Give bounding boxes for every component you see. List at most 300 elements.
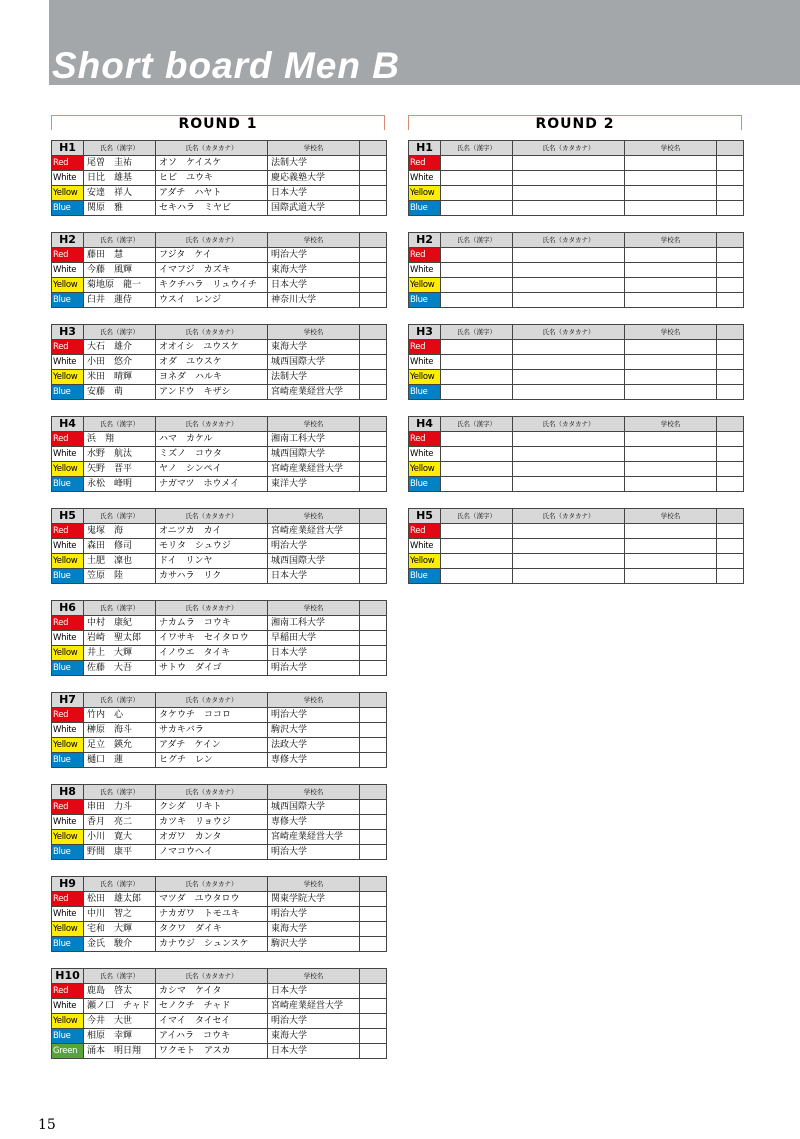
school-name (625, 171, 717, 186)
name-kana: イマフジ カズキ (156, 263, 268, 278)
jersey-color: Red (52, 616, 84, 631)
name-kana: ナカムラ コウキ (156, 616, 268, 631)
col-header-kanji: 氏名（漢字） (84, 509, 156, 524)
col-header-school: 学校名 (625, 141, 717, 156)
col-header-school: 学校名 (268, 693, 360, 708)
result-cell (360, 370, 387, 385)
name-kana: セキハラ ミヤビ (156, 201, 268, 216)
jersey-color: Red (409, 432, 441, 447)
col-header-kanji: 氏名（漢字） (441, 233, 513, 248)
heat-table (51, 692, 387, 768)
result-cell (360, 156, 387, 171)
table-row (52, 892, 387, 907)
table-row (52, 385, 387, 400)
result-cell (360, 892, 387, 907)
heat-header-row (52, 417, 387, 432)
jersey-color: Yellow (52, 922, 84, 937)
name-kana: カシマ ケイタ (156, 984, 268, 999)
table-row (52, 248, 387, 263)
result-cell (360, 524, 387, 539)
col-header-kanji: 氏名（漢字） (84, 877, 156, 892)
col-header-school: 学校名 (625, 325, 717, 340)
table-row (52, 1029, 387, 1044)
col-header-school: 学校名 (268, 601, 360, 616)
jersey-color: White (409, 447, 441, 462)
heat-header-row (409, 233, 744, 248)
table-row (52, 201, 387, 216)
name-kanji (441, 462, 513, 477)
school-name: 城西国際大学 (268, 355, 360, 370)
jersey-color: White (52, 907, 84, 922)
heat-table (408, 508, 744, 584)
school-name (625, 370, 717, 385)
result-cell (360, 800, 387, 815)
col-header-result (717, 417, 744, 432)
heat-name: H9 (52, 877, 84, 892)
table-row (52, 524, 387, 539)
table-row (52, 278, 387, 293)
school-name: 東海大学 (268, 922, 360, 937)
school-name: 日本大学 (268, 646, 360, 661)
name-kanji: 土肥 凜也 (84, 554, 156, 569)
table-row (52, 616, 387, 631)
name-kanji: 佐藤 大吾 (84, 661, 156, 676)
name-kanji: 水野 航汰 (84, 447, 156, 462)
col-header-result (360, 601, 387, 616)
jersey-color: Yellow (52, 278, 84, 293)
result-cell (717, 524, 744, 539)
table-row (409, 554, 744, 569)
table-row (409, 201, 744, 216)
col-header-result (360, 233, 387, 248)
result-cell (360, 708, 387, 723)
name-kana: オガワ カンタ (156, 830, 268, 845)
name-kana (513, 355, 625, 370)
result-cell (717, 263, 744, 278)
heat-table (51, 416, 387, 492)
result-cell (360, 738, 387, 753)
name-kana: サトウ ダイゴ (156, 661, 268, 676)
heat-table (51, 232, 387, 308)
school-name: 専修大学 (268, 815, 360, 830)
school-name: 法政大学 (268, 738, 360, 753)
result-cell (360, 937, 387, 952)
name-kana: サカキバラ (156, 723, 268, 738)
school-name: 城西国際大学 (268, 800, 360, 815)
table-row (409, 447, 744, 462)
col-header-school: 学校名 (268, 325, 360, 340)
jersey-color: Yellow (52, 462, 84, 477)
col-header-kana: 氏名（カタカナ） (513, 141, 625, 156)
jersey-color: Yellow (52, 646, 84, 661)
heat-table (51, 140, 387, 216)
table-row (52, 631, 387, 646)
heat-name: H1 (52, 141, 84, 156)
school-name: 湘南工科大学 (268, 616, 360, 631)
name-kanji: 臼井 蓮侍 (84, 293, 156, 308)
table-row (52, 646, 387, 661)
table-row (409, 569, 744, 584)
name-kana: タケウチ ココロ (156, 708, 268, 723)
school-name (625, 201, 717, 216)
jersey-color: Red (52, 432, 84, 447)
heat-table (408, 416, 744, 492)
name-kana: カナウジ シュンスケ (156, 937, 268, 952)
col-header-result (360, 785, 387, 800)
name-kanji: 日比 雄基 (84, 171, 156, 186)
name-kana: ヨネダ ハルキ (156, 370, 268, 385)
col-header-result (360, 325, 387, 340)
heat-header-row (52, 509, 387, 524)
col-header-kana: 氏名（カタカナ） (156, 141, 268, 156)
name-kanji: 尾曽 圭祐 (84, 156, 156, 171)
col-header-kanji: 氏名（漢字） (84, 693, 156, 708)
name-kanji: 矢野 晋平 (84, 462, 156, 477)
result-cell (360, 171, 387, 186)
col-header-school: 学校名 (625, 417, 717, 432)
heat-table (51, 876, 387, 952)
name-kanji: 森田 修司 (84, 539, 156, 554)
name-kana (513, 171, 625, 186)
jersey-color: White (409, 355, 441, 370)
jersey-color: Yellow (409, 186, 441, 201)
table-row (52, 554, 387, 569)
col-header-school: 学校名 (268, 233, 360, 248)
school-name: 国際武道大学 (268, 201, 360, 216)
jersey-color: Red (409, 248, 441, 263)
jersey-color: Red (52, 340, 84, 355)
col-header-kana: 氏名（カタカナ） (156, 877, 268, 892)
table-row (52, 477, 387, 492)
col-header-school: 学校名 (268, 969, 360, 984)
name-kana: オソ ケイスケ (156, 156, 268, 171)
col-header-result (717, 509, 744, 524)
col-header-result (717, 141, 744, 156)
name-kanji: 今井 大世 (84, 1014, 156, 1029)
name-kana: ヤノ シンペイ (156, 462, 268, 477)
col-header-school: 学校名 (268, 141, 360, 156)
jersey-color: Red (52, 800, 84, 815)
table-row (409, 524, 744, 539)
jersey-color: Red (52, 708, 84, 723)
name-kana: ミズノ コウタ (156, 447, 268, 462)
result-cell (717, 201, 744, 216)
result-cell (360, 385, 387, 400)
jersey-color: Blue (409, 385, 441, 400)
result-cell (360, 753, 387, 768)
col-header-kana: 氏名（カタカナ） (513, 509, 625, 524)
school-name: 慶応義塾大学 (268, 171, 360, 186)
heat-table (51, 508, 387, 584)
name-kana: キクチハラ リュウイチ (156, 278, 268, 293)
jersey-color: Blue (52, 937, 84, 952)
table-row (52, 661, 387, 676)
col-header-kanji: 氏名（漢字） (441, 141, 513, 156)
col-header-kanji: 氏名（漢字） (441, 325, 513, 340)
table-row (409, 263, 744, 278)
jersey-color: White (52, 171, 84, 186)
name-kanji: 相原 幸輝 (84, 1029, 156, 1044)
name-kanji: 小田 悠介 (84, 355, 156, 370)
name-kanji: 岩崎 聖太郎 (84, 631, 156, 646)
school-name: 東海大学 (268, 263, 360, 278)
heat-name: H1 (409, 141, 441, 156)
result-cell (360, 554, 387, 569)
result-cell (360, 815, 387, 830)
school-name: 宮崎産業経営大学 (268, 830, 360, 845)
school-name: 日本大学 (268, 984, 360, 999)
result-cell (717, 293, 744, 308)
name-kanji: 野間 康平 (84, 845, 156, 860)
result-cell (360, 845, 387, 860)
jersey-color: Blue (409, 477, 441, 492)
name-kana: ワクモト アスカ (156, 1044, 268, 1059)
col-header-kana: 氏名（カタカナ） (156, 325, 268, 340)
result-cell (360, 248, 387, 263)
jersey-color: Blue (52, 385, 84, 400)
name-kana (513, 432, 625, 447)
school-name: 明治大学 (268, 661, 360, 676)
col-header-kanji: 氏名（漢字） (84, 325, 156, 340)
result-cell (360, 1044, 387, 1059)
result-cell (360, 355, 387, 370)
jersey-color: White (409, 263, 441, 278)
table-row (409, 477, 744, 492)
name-kana: タクワ ダイキ (156, 922, 268, 937)
result-cell (717, 370, 744, 385)
table-row (52, 432, 387, 447)
school-name (625, 569, 717, 584)
jersey-color: Red (409, 156, 441, 171)
result-cell (360, 646, 387, 661)
col-header-kanji: 氏名（漢字） (441, 509, 513, 524)
result-cell (360, 186, 387, 201)
name-kanji: 樋口 蓮 (84, 753, 156, 768)
col-header-result (360, 417, 387, 432)
jersey-color: Yellow (409, 278, 441, 293)
result-cell (360, 201, 387, 216)
name-kana (513, 156, 625, 171)
table-row (409, 355, 744, 370)
name-kanji: 大石 雄介 (84, 340, 156, 355)
heat-header-row (52, 233, 387, 248)
heat-header-row (409, 417, 744, 432)
name-kanji: 松田 雄太郎 (84, 892, 156, 907)
col-header-school: 学校名 (268, 877, 360, 892)
heat-table (51, 968, 387, 1059)
school-name: 東海大学 (268, 1029, 360, 1044)
heat-header-row (52, 601, 387, 616)
school-name: 宮崎産業経営大学 (268, 385, 360, 400)
result-cell (360, 569, 387, 584)
name-kana (513, 201, 625, 216)
table-row (52, 800, 387, 815)
jersey-color: Yellow (409, 370, 441, 385)
heat-header-row (52, 877, 387, 892)
col-header-kana: 氏名（カタカナ） (156, 969, 268, 984)
result-cell (717, 156, 744, 171)
jersey-color: Yellow (52, 738, 84, 753)
table-row (52, 999, 387, 1014)
school-name: 城西国際大学 (268, 554, 360, 569)
col-header-result (717, 233, 744, 248)
name-kanji: 関原 雅 (84, 201, 156, 216)
col-header-kana: 氏名（カタカナ） (156, 233, 268, 248)
jersey-color: Blue (52, 845, 84, 860)
result-cell (717, 462, 744, 477)
school-name (625, 248, 717, 263)
school-name: 駒沢大学 (268, 723, 360, 738)
school-name (625, 477, 717, 492)
table-row (409, 248, 744, 263)
jersey-color: Blue (52, 293, 84, 308)
name-kana: モリタ シュウジ (156, 539, 268, 554)
page-title: Short board Men B (52, 45, 400, 86)
table-row (52, 922, 387, 937)
school-name: 早稲田大学 (268, 631, 360, 646)
result-cell (717, 539, 744, 554)
result-cell (717, 569, 744, 584)
table-row (52, 753, 387, 768)
school-name: 専修大学 (268, 753, 360, 768)
jersey-color: Blue (409, 293, 441, 308)
jersey-color: Yellow (409, 554, 441, 569)
col-header-kana: 氏名（カタカナ） (513, 325, 625, 340)
name-kana (513, 248, 625, 263)
school-name: 駒沢大学 (268, 937, 360, 952)
heat-name: H3 (52, 325, 84, 340)
heat-table (408, 232, 744, 308)
school-name: 明治大学 (268, 1014, 360, 1029)
heat-header-row (409, 141, 744, 156)
name-kana: オダ ユウスケ (156, 355, 268, 370)
school-name: 明治大学 (268, 907, 360, 922)
name-kanji: 笠原 陸 (84, 569, 156, 584)
name-kanji: 鹿島 啓太 (84, 984, 156, 999)
jersey-color: Blue (52, 569, 84, 584)
table-row (52, 815, 387, 830)
name-kana: イマイ タイセイ (156, 1014, 268, 1029)
result-cell (360, 616, 387, 631)
col-header-result (360, 969, 387, 984)
heat-name: H2 (409, 233, 441, 248)
jersey-color: Red (52, 984, 84, 999)
school-name: 東洋大学 (268, 477, 360, 492)
result-cell (717, 385, 744, 400)
school-name: 日本大学 (268, 186, 360, 201)
result-cell (360, 1029, 387, 1044)
table-row (409, 370, 744, 385)
name-kana (513, 447, 625, 462)
name-kana (513, 370, 625, 385)
heat-name: H2 (52, 233, 84, 248)
result-cell (717, 554, 744, 569)
col-header-school: 学校名 (268, 785, 360, 800)
result-cell (360, 830, 387, 845)
heat-table (408, 140, 744, 216)
heat-name: H5 (52, 509, 84, 524)
jersey-color: Yellow (52, 554, 84, 569)
table-row (52, 1044, 387, 1059)
heat-header-row (52, 141, 387, 156)
name-kana: ナカガワ トモユキ (156, 907, 268, 922)
name-kanji: 瀬ノ口 チャド (84, 999, 156, 1014)
table-row (52, 293, 387, 308)
jersey-color: Yellow (52, 186, 84, 201)
jersey-color: White (409, 539, 441, 554)
name-kana (513, 263, 625, 278)
name-kanji: 井上 大輝 (84, 646, 156, 661)
result-cell (360, 340, 387, 355)
table-row (52, 447, 387, 462)
heat-table (51, 324, 387, 400)
name-kana (513, 477, 625, 492)
jersey-color: Red (52, 892, 84, 907)
jersey-color: White (52, 815, 84, 830)
name-kanji (441, 186, 513, 201)
jersey-color: Blue (52, 661, 84, 676)
result-cell (717, 340, 744, 355)
heat-name: H3 (409, 325, 441, 340)
name-kanji (441, 355, 513, 370)
name-kanji: 宅和 大輝 (84, 922, 156, 937)
name-kana (513, 462, 625, 477)
jersey-color: Blue (52, 477, 84, 492)
jersey-color: White (52, 999, 84, 1014)
name-kanji (441, 477, 513, 492)
name-kanji: 金氏 駿介 (84, 937, 156, 952)
table-row (52, 845, 387, 860)
col-header-kana: 氏名（カタカナ） (156, 693, 268, 708)
name-kana: オオイシ ユウスケ (156, 340, 268, 355)
table-row (52, 1014, 387, 1029)
name-kanji (441, 370, 513, 385)
result-cell (360, 263, 387, 278)
jersey-color: Blue (52, 201, 84, 216)
name-kanji (441, 248, 513, 263)
heat-name: H6 (52, 601, 84, 616)
heat-table (51, 600, 387, 676)
table-row (52, 370, 387, 385)
name-kanji: 中村 康紀 (84, 616, 156, 631)
name-kanji: 竹内 心 (84, 708, 156, 723)
jersey-color: Green (52, 1044, 84, 1059)
name-kanji: 榊原 海斗 (84, 723, 156, 738)
table-row (52, 907, 387, 922)
name-kana: セノクチ チャド (156, 999, 268, 1014)
col-header-school: 学校名 (625, 233, 717, 248)
result-cell (717, 278, 744, 293)
table-row (409, 539, 744, 554)
name-kanji (441, 293, 513, 308)
name-kana: クシダ リキト (156, 800, 268, 815)
result-cell (360, 723, 387, 738)
name-kana: アダチ ハヤト (156, 186, 268, 201)
jersey-color: Yellow (52, 1014, 84, 1029)
table-row (52, 539, 387, 554)
school-name (625, 385, 717, 400)
school-name (625, 539, 717, 554)
school-name: 城西国際大学 (268, 447, 360, 462)
col-header-result (360, 877, 387, 892)
name-kana (513, 340, 625, 355)
jersey-color: Yellow (52, 830, 84, 845)
jersey-color: White (52, 263, 84, 278)
heat-name: H7 (52, 693, 84, 708)
col-header-kanji: 氏名（漢字） (84, 417, 156, 432)
name-kana (513, 569, 625, 584)
name-kana: ウスイ レンジ (156, 293, 268, 308)
